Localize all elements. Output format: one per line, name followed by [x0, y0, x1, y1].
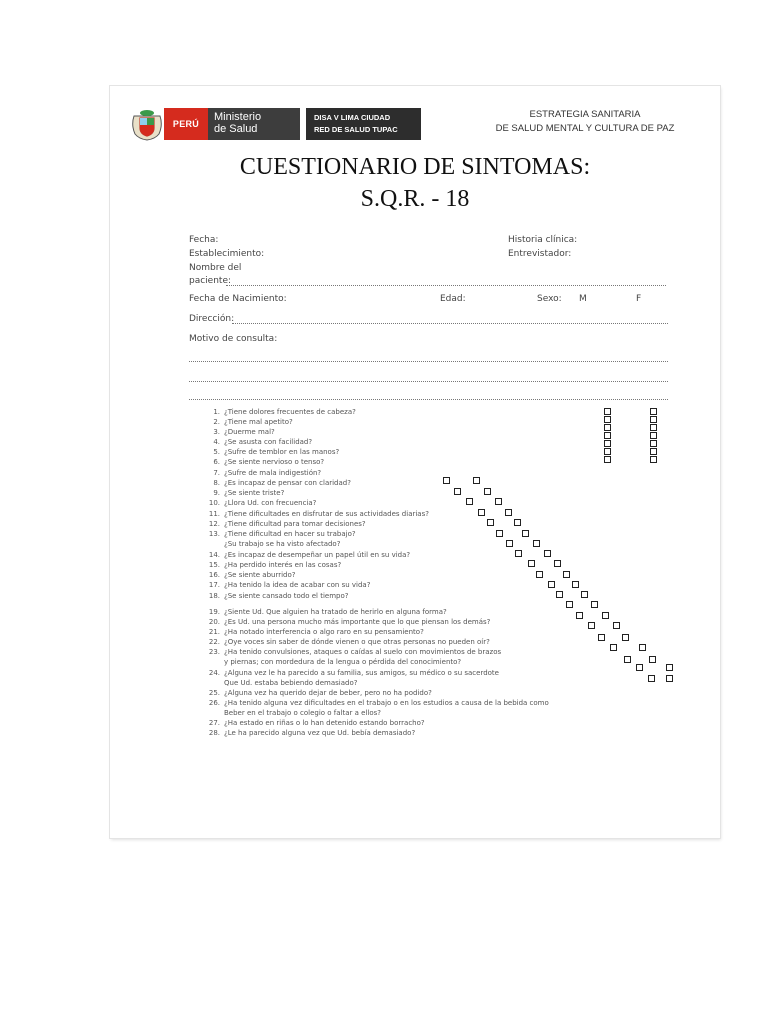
- entrevistador-label: Entrevistador:: [508, 249, 572, 259]
- answer-checkbox-yes[interactable]: [598, 634, 605, 641]
- question-text: ¿Es incapaz de desempeñar un papel útil en su vida?: [224, 551, 411, 559]
- question-text: ¿Se asusta con facilidad?: [224, 438, 313, 446]
- question-text: ¿Tiene dificultades en disfrutar de sus actividades diarias?: [224, 510, 429, 518]
- answer-checkbox-no[interactable]: [522, 530, 529, 537]
- direccion-field[interactable]: [232, 323, 668, 324]
- question-text: ¿Ha tenido convulsiones, ataques o caídas al suelo con movimientos de brazos: [224, 648, 502, 656]
- question-number: 17.: [208, 581, 220, 589]
- establecimiento-label: Establecimiento:: [189, 249, 265, 259]
- answer-checkbox-no[interactable]: [650, 424, 657, 431]
- sexo-m-option[interactable]: M: [579, 294, 587, 304]
- answer-checkbox-yes[interactable]: [604, 416, 611, 423]
- answer-checkbox-yes[interactable]: [478, 509, 485, 516]
- ministry-line2: de Salud: [214, 123, 258, 135]
- question-number: 12.: [208, 520, 220, 528]
- fecha-label: Fecha:: [189, 235, 219, 245]
- answer-checkbox-yes[interactable]: [454, 488, 461, 495]
- question-number: 8.: [213, 479, 220, 487]
- ministry-logo: [208, 108, 300, 140]
- edad-label: Edad:: [440, 294, 466, 304]
- question-text: ¿Se siente aburrido?: [224, 571, 296, 579]
- answer-checkbox-no[interactable]: [473, 477, 480, 484]
- ministry-line1: Ministerio: [214, 111, 262, 123]
- answer-checkbox-no[interactable]: [533, 540, 540, 547]
- question-text: ¿Se siente cansado todo el tiempo?: [224, 592, 349, 600]
- question-number: 2.: [213, 418, 220, 426]
- question-text: ¿Oye voces sin saber de dónde vienen o que otras personas no pueden oír?: [224, 638, 490, 646]
- question-text: ¿Llora Ud. con frecuencia?: [224, 499, 317, 507]
- answer-checkbox-no[interactable]: [666, 664, 673, 671]
- question-number: 7.: [213, 469, 220, 477]
- question-text: ¿Ha perdido interés en las cosas?: [224, 561, 342, 569]
- sexo-f-option[interactable]: F: [636, 294, 642, 304]
- sexo-label: Sexo:: [537, 294, 562, 304]
- question-number: 10.: [208, 499, 220, 507]
- question-text: Que Ud. estaba bebiendo demasiado?: [224, 679, 358, 687]
- question-number: 20.: [208, 618, 220, 626]
- answer-checkbox-yes[interactable]: [466, 498, 473, 505]
- answer-checkbox-no[interactable]: [666, 675, 673, 682]
- answer-checkbox-no[interactable]: [514, 519, 521, 526]
- answer-checkbox-yes[interactable]: [604, 456, 611, 463]
- question-text: ¿Tiene dolores frecuentes de cabeza?: [224, 408, 356, 416]
- answer-checkbox-no[interactable]: [563, 571, 570, 578]
- answer-checkbox-yes[interactable]: [443, 477, 450, 484]
- answer-checkbox-no[interactable]: [484, 488, 491, 495]
- disa-line2: RED DE SALUD TUPAC: [314, 125, 398, 134]
- question-number: 13.: [208, 530, 220, 538]
- answer-checkbox-no[interactable]: [591, 601, 598, 608]
- answer-checkbox-yes[interactable]: [548, 581, 555, 588]
- question-number: 24.: [208, 669, 220, 677]
- answer-checkbox-no[interactable]: [572, 581, 579, 588]
- question-number: 21.: [208, 628, 220, 636]
- questionnaire-page: [110, 86, 720, 838]
- motivo-line-1[interactable]: [189, 361, 668, 362]
- question-number: 23.: [208, 648, 220, 656]
- answer-checkbox-no[interactable]: [639, 644, 646, 651]
- answer-checkbox-no[interactable]: [544, 550, 551, 557]
- answer-checkbox-yes[interactable]: [506, 540, 513, 547]
- question-text: ¿Ha tenido alguna vez dificultades en el trabajo o en los estudios a causa de la bebida como: [224, 699, 549, 707]
- answer-checkbox-no[interactable]: [650, 408, 657, 415]
- motivo-line-3[interactable]: [189, 399, 668, 400]
- question-number: 3.: [213, 428, 220, 436]
- motivo-line-2[interactable]: [189, 381, 668, 382]
- answer-checkbox-no[interactable]: [581, 591, 588, 598]
- answer-checkbox-yes[interactable]: [588, 622, 595, 629]
- answer-checkbox-yes[interactable]: [624, 656, 631, 663]
- fecha-nacimiento-label: Fecha de Nacimiento:: [189, 294, 287, 304]
- question-text: ¿Tiene dificultad en hacer su trabajo?: [224, 530, 356, 538]
- question-text: ¿Alguna vez ha querido dejar de beber, pero no ha podido?: [224, 689, 432, 697]
- question-text: y piernas; con mordedura de la lengua o pérdida del conocimiento?: [224, 658, 462, 666]
- question-text: ¿Alguna vez le ha parecido a su familia, sus amigos, su médico o su sacerdote: [224, 669, 499, 677]
- strategy-line1: ESTRATEGIA SANITARIA: [529, 109, 641, 120]
- answer-checkbox-yes[interactable]: [604, 432, 611, 439]
- question-text: ¿Tiene dificultad para tomar decisiones?: [224, 520, 366, 528]
- answer-checkbox-yes[interactable]: [648, 675, 655, 682]
- question-number: 16.: [208, 571, 220, 579]
- direccion-label: Dirección:: [189, 314, 235, 324]
- answer-checkbox-yes[interactable]: [604, 424, 611, 431]
- question-number: 28.: [208, 729, 220, 737]
- question-text: ¿Es incapaz de pensar con claridad?: [224, 479, 351, 487]
- nombre-label-line1: Nombre del: [189, 263, 242, 273]
- question-number: 19.: [208, 608, 220, 616]
- answer-checkbox-yes[interactable]: [604, 448, 611, 455]
- answer-checkbox-yes[interactable]: [487, 519, 494, 526]
- page-title: CUESTIONARIO DE SINTOMAS:: [239, 154, 591, 180]
- question-number: 5.: [213, 448, 220, 456]
- question-number: 25.: [208, 689, 220, 697]
- question-text: ¿Ha tenido la idea de acabar con su vida?: [224, 581, 371, 589]
- question-number: 14.: [208, 551, 220, 559]
- answer-checkbox-no[interactable]: [554, 560, 561, 567]
- answer-checkbox-no[interactable]: [650, 432, 657, 439]
- page-subtitle: S.Q.R. - 18: [360, 186, 470, 212]
- question-text: ¿Duerme mal?: [224, 428, 275, 436]
- answer-checkbox-no[interactable]: [622, 634, 629, 641]
- question-text: ¿Se siente triste?: [224, 489, 285, 497]
- question-text: ¿Ha notado interferencia o algo raro en su pensamiento?: [224, 628, 424, 636]
- answer-checkbox-yes[interactable]: [566, 601, 573, 608]
- question-number: 6.: [213, 458, 220, 466]
- question-text: ¿Es Ud. una persona mucho más importante que lo que piensan los demás?: [224, 618, 491, 626]
- answer-checkbox-no[interactable]: [650, 416, 657, 423]
- strategy-line2: DE SALUD MENTAL Y CULTURA DE PAZ: [495, 123, 675, 134]
- peru-label: PERÚ: [172, 119, 200, 129]
- answer-checkbox-yes[interactable]: [528, 560, 535, 567]
- question-number: 11.: [208, 510, 220, 518]
- question-text: ¿Se siente nervioso o tenso?: [224, 458, 325, 466]
- nombre-label-line2: paciente:: [189, 276, 232, 286]
- answer-checkbox-yes[interactable]: [536, 571, 543, 578]
- question-number: 4.: [213, 438, 220, 446]
- nombre-field[interactable]: [226, 285, 666, 286]
- question-number: 27.: [208, 719, 220, 727]
- answer-checkbox-no[interactable]: [650, 440, 657, 447]
- question-number: 15.: [208, 561, 220, 569]
- answer-checkbox-yes[interactable]: [515, 550, 522, 557]
- question-number: 26.: [208, 699, 220, 707]
- answer-checkbox-yes[interactable]: [556, 591, 563, 598]
- answer-checkbox-no[interactable]: [613, 622, 620, 629]
- motivo-label: Motivo de consulta:: [189, 334, 278, 344]
- question-text: ¿Sufre de mala indigestión?: [224, 469, 322, 477]
- disa-line1: DISA V LIMA CIUDAD: [314, 113, 391, 122]
- answer-checkbox-no[interactable]: [650, 448, 657, 455]
- answer-checkbox-no[interactable]: [505, 509, 512, 516]
- disa-logo: [306, 108, 421, 140]
- answer-checkbox-yes[interactable]: [604, 440, 611, 447]
- answer-checkbox-yes[interactable]: [576, 612, 583, 619]
- question-text: Beber en el trabajo o colegio o faltar a ellos?: [224, 709, 381, 717]
- answer-checkbox-yes[interactable]: [636, 664, 643, 671]
- answer-checkbox-yes[interactable]: [610, 644, 617, 651]
- answer-checkbox-yes[interactable]: [604, 408, 611, 415]
- question-text: ¿Le ha parecido alguna vez que Ud. bebía demasiado?: [224, 729, 416, 737]
- answer-checkbox-no[interactable]: [602, 612, 609, 619]
- answer-checkbox-yes[interactable]: [496, 530, 503, 537]
- question-number: 22.: [208, 638, 220, 646]
- answer-checkbox-no[interactable]: [495, 498, 502, 505]
- question-text: ¿Siente Ud. Que alguien ha tratado de herirlo en alguna forma?: [224, 608, 447, 616]
- question-text: ¿Tiene mal apetito?: [224, 418, 293, 426]
- answer-checkbox-no[interactable]: [650, 456, 657, 463]
- historia-clinica-label: Historia clínica:: [508, 235, 578, 245]
- question-number: 18.: [208, 592, 220, 600]
- question-text: ¿Sufre de temblor en las manos?: [224, 448, 340, 456]
- question-number: 1.: [213, 408, 220, 416]
- answer-checkbox-no[interactable]: [649, 656, 656, 663]
- question-text: ¿Ha estado en riñas o lo han detenido estando borracho?: [224, 719, 425, 727]
- question-number: 9.: [213, 489, 220, 497]
- strategy-heading: [480, 108, 690, 136]
- peru-badge: [164, 108, 208, 140]
- coat-of-arms-icon: [130, 108, 164, 142]
- question-text: ¿Su trabajo se ha visto afectado?: [224, 540, 341, 548]
